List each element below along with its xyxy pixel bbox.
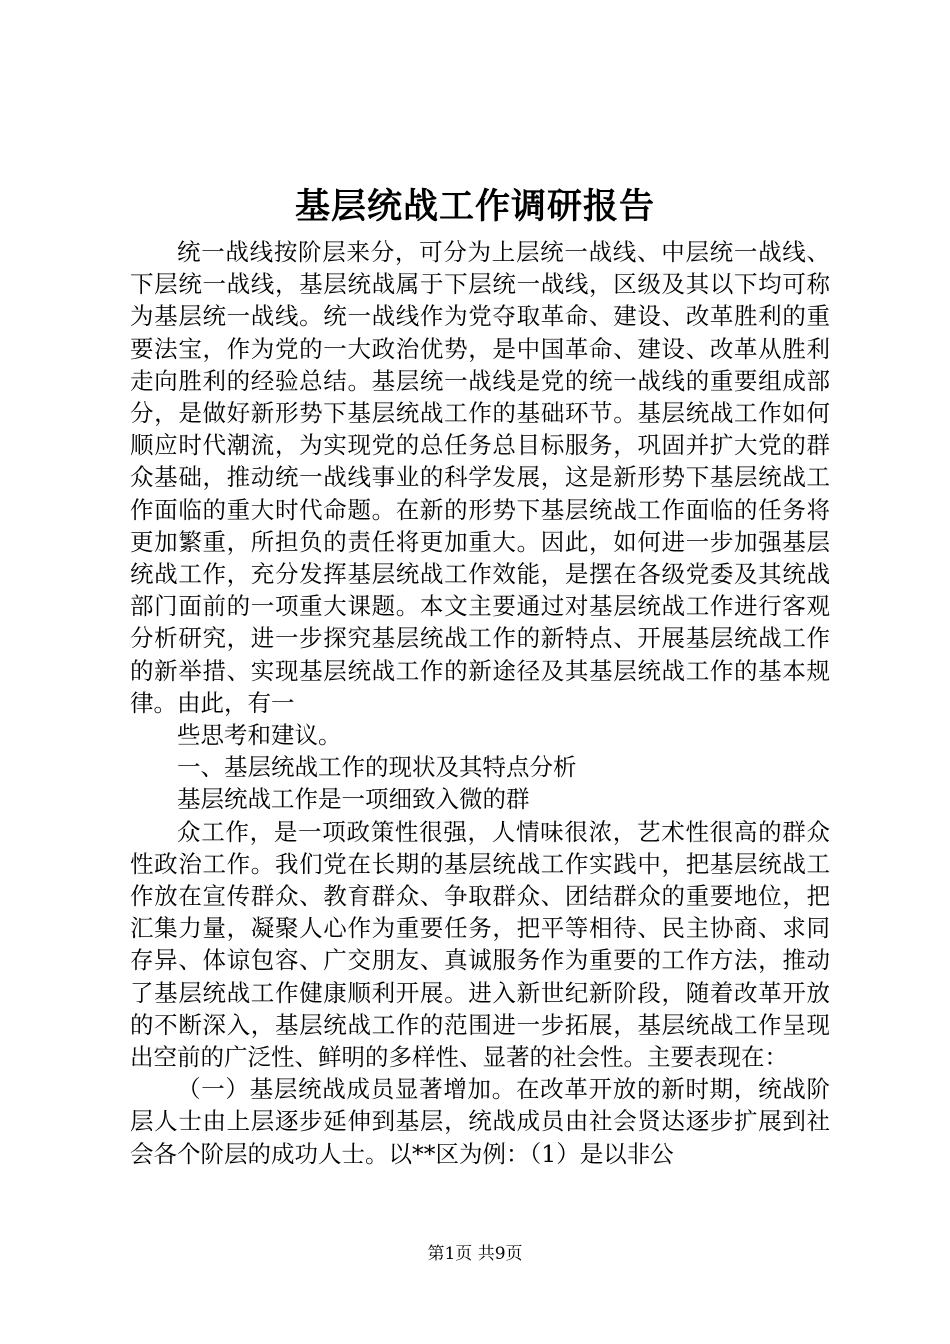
page-number: 第1页 共9页: [427, 1244, 523, 1264]
document-title: 基层统战工作调研报告: [294, 186, 655, 227]
paragraph-mass-work: 众工作，是一项政策性很强，人情味很浓，艺术性很高的群众性政治工作。我们党在长期的基层统战工作实践中，把基层统战工作放在宣传群众、教育群众、争取群众、团结群众的重要地位，把汇集力量，凝聚人心作为重要任务，把平等相待、民主协商、求同存异、体谅包容、广交朋友、真诚服务作为重要的工作方法，推动了基层统战工作健康顺利开展。进入新世纪新阶段，随着改革开放的不断深入，基层统战工作的范围进一步拓展，基层统战工作呈现出空前的广泛性、鲜明的多样性、显著的社会性。主要表现在：: [130, 817, 830, 1072]
paragraph-continuation: 些思考和建议。: [177, 721, 342, 750]
subsection-1: （一）基层统战成员显著增加。在改革开放的新时期，统战阶层人士由上层逐步延伸到基层，统战成员由社会贤达逐步扩展到社会各个阶层的成功人士。以**区为例：（1）是以非公: [130, 1075, 830, 1168]
paragraph-lead: 基层统战工作是一项细致入微的群: [177, 785, 530, 814]
paragraph-intro: 统一战线按阶层来分，可分为上层统一战线、中层统一战线、下层统一战线，基层统战属于下层统一战线，区级及其以下均可称为基层统一战线。统一战线作为党夺取革命、建设、改革胜利的重要法宝，作为党的一大政治优势，是中国革命、建设、改革从胜利走向胜利的经验总结。基层统一战线是党的统一战线的重要组成部分，是做好新形势下基层统战工作的基础环节。基层统战工作如何顺应时代潮流，为实现党的总任务总目标服务，巩固并扩大党的群众基础，推动统一战线事业的科学发展，这是新形势下基层统战工作面临的重大时代命题。在新的形势下基层统战工作面临的任务将更加繁重，所担负的责任将更加重大。因此，如何进一步加强基层统战工作，充分发挥基层统战工作效能，是摆在各级党委及其统战部门面前的一项重大课题。本文主要通过对基层统战工作进行客观分析研究，进一步探究基层统战工作的新特点、开展基层统战工作的新举措、实现基层统战工作的新途径及其基层统战工作的基本规律。由此，有一: [130, 238, 830, 717]
section-heading-1: 一、基层统战工作的现状及其特点分析: [177, 753, 577, 782]
document-body: [130, 236, 830, 1170]
